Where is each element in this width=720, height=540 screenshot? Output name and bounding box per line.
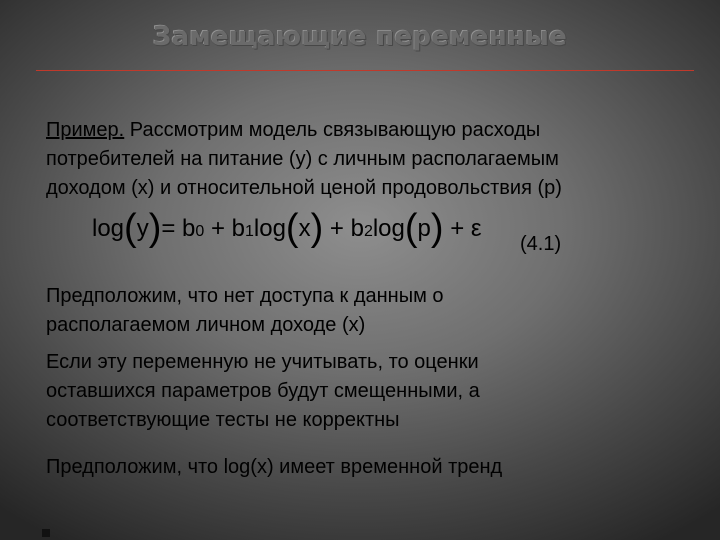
paragraph-no-access-line-1: Предположим, что нет доступа к данным о: [46, 285, 444, 307]
paragraph-example-line-1: [46, 116, 562, 145]
model-formula: [92, 207, 562, 255]
slide-title: Замещающие переменные: [152, 22, 568, 52]
paragraph-bias-line-2: оставшихся параметров будут смещенными, а: [46, 380, 480, 402]
formula-lparen-1: (: [124, 207, 137, 249]
example-line-1-rest: Рассмотрим модель связывающую расходы: [124, 119, 541, 141]
formula-rparen-3: ): [430, 207, 444, 249]
paragraph-bias-line-1: Если эту переменную не учитывать, то оценки: [46, 351, 479, 373]
paragraph-bias: [46, 348, 480, 435]
formula-rparen-2: ): [310, 207, 324, 249]
example-lead: Пример.: [46, 119, 125, 141]
formula-lparen-2: (: [285, 207, 299, 249]
formula-rparen-1: ): [148, 207, 162, 249]
paragraph-trend-line-1: Предположим, что log(x) имеет временной тренд: [46, 456, 503, 478]
title-divider: [36, 70, 694, 71]
formula-lparen-3: (: [404, 207, 418, 249]
formula-var-y: y: [136, 215, 149, 242]
formula-log-1: log: [92, 215, 125, 242]
formula-log-3: log: [372, 215, 405, 242]
equation-number: (4.1): [520, 233, 562, 255]
paragraph-no-access: [46, 282, 444, 340]
formula-var-x: x: [298, 215, 311, 242]
formula-plus-epsilon: + ε: [443, 215, 482, 242]
formula-plus-b-2: + b: [323, 215, 364, 242]
paragraph-example-line-2: потребителей на питание (y) с личным располагаемым: [46, 148, 559, 170]
paragraph-example-line-3: доходом (x) и относительной ценой продовольствия (p): [46, 177, 562, 199]
formula-plus-b-1: + b: [204, 215, 245, 242]
paragraph-example: [46, 116, 562, 203]
formula-var-p: p: [417, 215, 431, 242]
formula-sub-2: 2: [363, 223, 373, 240]
formula-sub-1: 1: [244, 223, 254, 240]
bullet-square-icon: [42, 529, 50, 537]
paragraph-trend: [46, 453, 502, 482]
paragraph-bias-line-3: соответствующие тесты не корректны: [46, 409, 400, 431]
paragraph-no-access-line-2: располагаемом личном доходе (x): [46, 314, 366, 336]
formula-equals-b: = b: [161, 215, 196, 242]
formula-log-2: log: [253, 215, 286, 242]
formula-sub-0: 0: [195, 223, 205, 240]
